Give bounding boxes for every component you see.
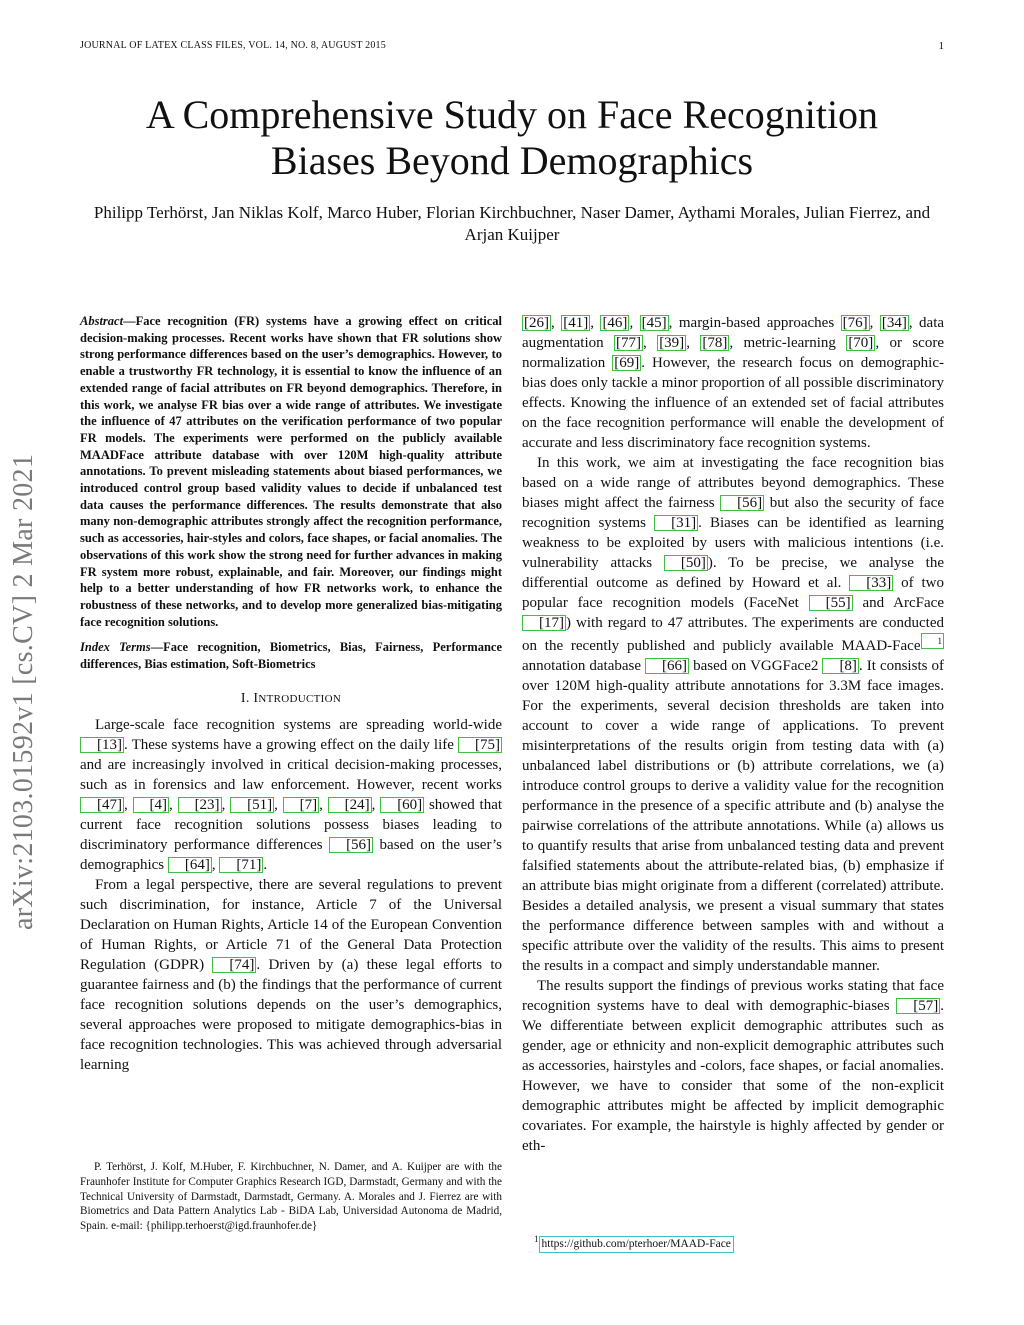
citation-link[interactable]: [57] — [896, 998, 940, 1014]
citation-link[interactable]: [74] — [212, 957, 256, 973]
citation-link[interactable]: [70] — [848, 335, 874, 351]
index-terms-label: Index Terms — [80, 640, 151, 655]
right-column — [522, 313, 944, 1156]
footnote-number: 1 — [534, 1234, 539, 1245]
citation-link[interactable]: [24] — [328, 797, 372, 813]
index-terms — [80, 639, 502, 672]
paper-title — [80, 92, 944, 184]
citation-link[interactable]: [56] — [720, 495, 764, 511]
intro-paragraph-3: [26] , [41] , [46] , [45] , margin-based approaches [76] , [34] , data augmentation [77] , [39] , [78] , metric-learning [70] , or score normalization [69] . However, the research focus on demographic-bias does only tackle a minor proportion of all possible discriminatory effects. Knowing the influence of an extended set of facial attributes on the face recognition performance will enable the development of accurate and less discriminatory face recognition systems. — [522, 315, 945, 451]
citation-link[interactable]: [26] — [524, 315, 549, 331]
intro-paragraph-5: The results support the findings of previous works stating that face recognition systems have to deal with demographic-biases [57] . We differentiate between explicit demographic attributes such as gender, age or ethnicity and non-explicit demographic attributes such as accessories, hairstyles and -colors, face shapes, or facial anomalies. However, we have to consider that some of the non-explicit demographic attributes might be affected by implicit demographic covariates. For example, the hairstyle is highly affected by gender or eth- — [522, 978, 944, 1154]
intro-paragraph-4: In this work, we aim at investigating the face recognition bias based on a wide range of attributes beyond demographics. These biases might affect the fairness [56] but also the security of face recognition systems [31] . Biases can be identified as learning weakness to be exploited by users with malicious intentions (i.e. vulnerability attacks [50] ). To be precise, we analyse the differential outcome as defined by Howard et al. [33] of two popular face recognition models (FaceNet [55] and ArcFace [17] ) with regard to 47 attributes. The experiments are conducted on the recently published and publicly available MAAD-Face $^1$ annotation database [66] based on VGGFace2 [8] . It consists of over 120M high-quality attribute annotations for 3.3M face images. For the experiments, several decision thresholds are taken into account to cover a wide range of applications. To prevent misinterpretations of the results origin from testing data with (a) unbalanced label distributions or (b) attribute correlations, we (a) introduce control groups to derive a validity value for the recognition performance in the presence of a specific attribute and (b) analyse the pairwise correlations of the attribute annotations. While (a) allows us to quantify results that arise from unbalanced testing data and prevent falsified statements about the attribute-related bias, (b) emphasize if an attribute bias might originate from a different (correlated) attribute. Besides a detailed analysis, we present a visual summary that states the performance difference between samples with and without a specific attribute over the validity of the results. This aims to present the results in a compact and simply understandable manner. — [522, 455, 945, 974]
citation-link[interactable]: [4] — [133, 797, 170, 813]
citation-link[interactable]: [76] — [842, 315, 868, 331]
citation-link[interactable]: [55] — [809, 595, 853, 611]
page-number: 1 — [938, 40, 944, 52]
abstract-label: Abstract — [80, 314, 124, 328]
section-heading-introduction: I. INTRODUCTION — [240, 690, 342, 706]
intro-paragraph-2: From a legal perspective, there are several regulations to prevent such discrimination, for instance, Article 7 of the Universal Declaration on Human Rights, Article 14 of the European Convention of Human Rights, or Article 71 of the General Data Protection Regulation (GDPR) [74] . Driven by (a) these legal efforts to guarantee fairness and (b) the findings that the performance of current face recognition solutions depends on the user’s demographics, several approaches were proposed to mitigate demographics-bias in face recognition technologies. This was achieved through adversarial learning — [80, 876, 502, 1073]
citation-link[interactable]: [39] — [659, 335, 685, 351]
citation-link[interactable]: [69] — [614, 355, 640, 371]
author-list: Philipp Terhörst, Jan Niklas Kolf, Marco Huber, Florian Kirchbuchner, Naser Damer, Aythami Morales, Julian Fierrez, and Arjan Kuijper — [93, 203, 931, 244]
left-column — [80, 313, 502, 1075]
citation-link[interactable]: [17] — [522, 615, 566, 631]
citation-link[interactable]: [46] — [602, 315, 628, 331]
title-block — [80, 92, 944, 246]
citation-link[interactable]: [50] — [664, 555, 708, 571]
running-header: JOURNAL OF LATEX CLASS FILES, VOL. 14, NO. 8, AUGUST 2015 — [80, 40, 386, 51]
affiliation-footnote: P. Terhörst, J. Kolf, M.Huber, F. Kirchbuchner, N. Damer, and A. Kuijper are with the Fraunhofer Institute for Computer Graphics Research IGD, Darmstadt, Germany and with the Technical University of Darmstadt, Darmstadt, Germany. A. Morales and J. Fierrez are with Biometrics and Data Pattern Analytics Lab - BiDA Lab, Universidad Autonoma de Madrid, Spain. e-mail: {philipp.terhoerst@igd.fraunhofer.de} — [80, 1161, 502, 1233]
citation-link[interactable]: [47] — [80, 797, 124, 813]
intro-paragraph-1: Large-scale face recognition systems are spreading world-wide [13] . These systems have a growing effect on the daily life [75] and are increasingly involved in critical decision-making processes, such as in forensics and law enforcement. However, recent works [47] , [4] , [23] , [51] , [7] , [24] , [60] showed that current face recognition solutions possess biases leading to discriminatory performance differences [56] based on the user’s demographics [64] , [71] . — [80, 716, 503, 873]
citation-link[interactable]: [77] — [616, 335, 642, 351]
citation-link[interactable]: [13] — [80, 737, 124, 753]
citation-link[interactable]: [78] — [702, 335, 728, 351]
citation-link[interactable]: [8] — [822, 658, 859, 674]
citation-link[interactable]: [64] — [168, 857, 212, 873]
footnote-marker-link[interactable]: 1 — [921, 633, 945, 649]
citation-link[interactable]: [41] — [563, 315, 589, 331]
citation-link[interactable]: [45] — [641, 315, 667, 331]
url-footnote — [534, 1236, 734, 1253]
citation-link[interactable]: [23] — [178, 797, 222, 813]
citation-link[interactable]: [7] — [283, 797, 320, 813]
arxiv-identifier: arXiv:2103.01592v1 [cs.CV] 2 Mar 2021 — [8, 453, 39, 930]
citation-link[interactable]: [51] — [230, 797, 274, 813]
abstract-text: —Face recognition (FR) systems have a growing effect on critical decision-making processes. Recent works have shown that FR solutions show strong performance differences based on the user’s demographics. However, to enable a trustworthy FR technology, it is essential to know the influence of an extended range of facial attributes on FR beyond demographics. Therefore, in this work, we analyse FR bias over a wide range of attributes. We investigate the influence of 47 attributes on the verification performance of two popular FR models. The experiments were performed on the publicly available MAADFace attribute database with over 120M high-quality attribute annotations. To prevent misleading statements about biased performances, we introduced control group based validity values to decide if unbalanced test data causes the performance differences. The results demonstrate that also many non-demographic attributes strongly affect the recognition performance, such as accessories, hair-styles and colors, face shapes, or facial anomalies. The observations of this work show the strong need for further advances in making FR system more robust, explainable, and fair. Moreover, our findings might help to a better understanding of how FR networks work, to enhance the robustness of these networks, and to develop more generalized bias-mitigating face recognition solutions. — [80, 314, 502, 629]
citation-link[interactable]: [75] — [458, 737, 502, 753]
citation-link[interactable]: [56] — [329, 837, 373, 853]
citation-link[interactable]: [33] — [849, 575, 893, 591]
citation-link[interactable]: [34] — [881, 315, 907, 331]
citation-link[interactable]: [60] — [380, 797, 424, 813]
github-url-link[interactable]: https://github.com/pterhoer/MAAD-Face — [539, 1236, 734, 1253]
index-terms-text: —Face recognition, Biometrics, Bias, Fairness, Performance differences, Bias estimation, Soft-Biometrics — [80, 640, 502, 672]
citation-link[interactable]: [66] — [645, 658, 689, 674]
abstract — [80, 313, 502, 630]
title-line-1: A Comprehensive Study on Face Recognition — [145, 92, 879, 137]
citation-link[interactable]: [71] — [219, 857, 263, 873]
citation-link[interactable]: [31] — [654, 515, 698, 531]
title-line-2: Biases Beyond Demographics — [270, 138, 754, 183]
